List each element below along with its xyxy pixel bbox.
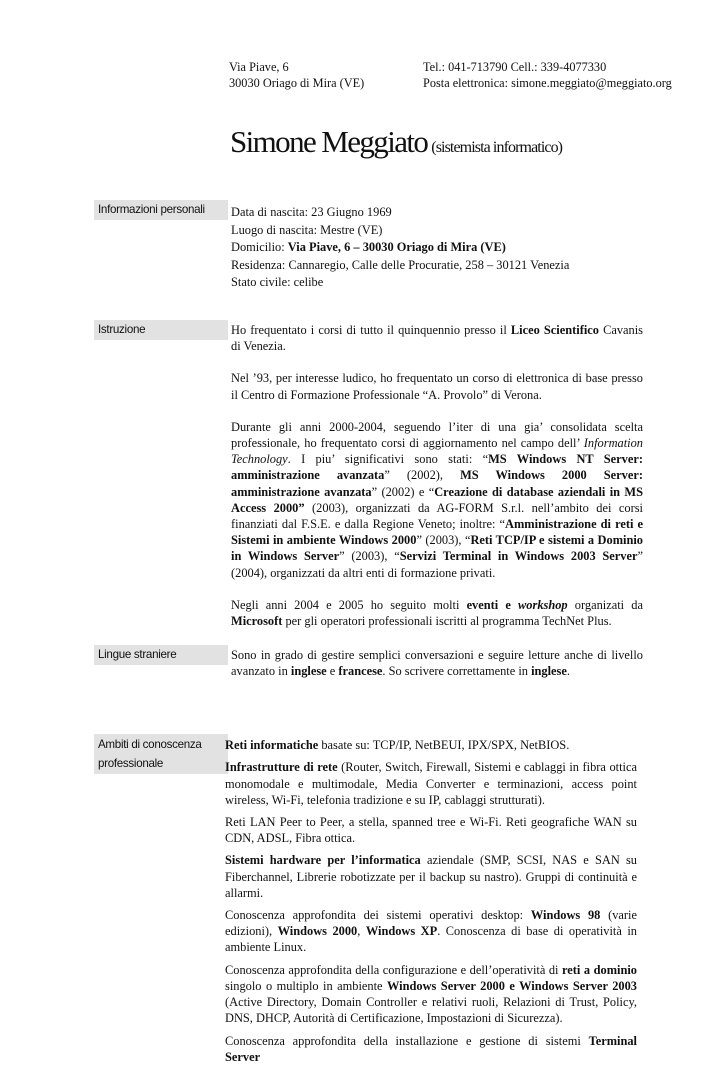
text-run: ” (2004), organizzati da altri enti di formazione privati. [231, 549, 643, 580]
section-education [94, 320, 644, 645]
bold-text: Servizi Terminal in Windows 2003 Server [399, 549, 638, 564]
text-run: Luogo di nascita: Mestre (VE) [231, 222, 383, 237]
section-body [231, 200, 643, 292]
text-run: Residenza: Cannaregio, Calle delle Procuratie, 258 – 30121 Venezia [231, 257, 570, 272]
section-body [225, 734, 637, 1071]
paragraph [231, 647, 643, 679]
text-run: . So scrivere correttamente in [382, 664, 532, 679]
text-run: basate su: TCP/IP, NetBEUI, IPX/SPX, NetBIOS. [318, 738, 570, 753]
paragraph [231, 597, 643, 629]
text-run: ” (2003), “ [339, 549, 400, 564]
text-run: ” (2003), “ [416, 533, 471, 548]
bold-text: inglese [531, 664, 567, 679]
cv-content [94, 200, 644, 1071]
text-run: Conoscenza approfondita della configurazione e dell’operatività di [225, 962, 563, 977]
address-block [229, 59, 364, 91]
text-run: Conoscenza approfondita dei sistemi operativi desktop: [225, 908, 531, 923]
text-run: (varie edizioni), [225, 908, 637, 939]
bold-text: MS Windows 2000 Server: amministrazione avanzata [231, 468, 643, 499]
bold-text: francese [338, 664, 383, 679]
bold-text: eventi e [466, 597, 519, 612]
text-run: . [566, 664, 570, 679]
page-title [230, 124, 562, 160]
text-run: per gli operatori professionali iscritti al programma TechNet Plus. [282, 614, 612, 629]
text-run: aziendale (SMP, SCSI, NAS e SAN su Fiberchannel, Librerie robotizzate per il backup su nastro). Gruppi di continuità e allarmi. [225, 853, 638, 900]
bold-text: Sistemi hardware per l’informatica [225, 853, 421, 868]
text-run: . Conoscenza di base di operatività in ambiente Linux. [225, 924, 637, 955]
bold-text: Infrastrutture di rete [225, 760, 338, 775]
paragraph [231, 257, 643, 275]
text-run: Domicilio: [231, 240, 288, 255]
paragraph [231, 322, 643, 354]
text-run: Conoscenza approfondita della installazione e gestione di sistemi [225, 1033, 589, 1048]
bold-text: Windows Server 2000 e Windows Server 2003 [387, 978, 637, 993]
paragraph [231, 204, 643, 222]
section-professional-skills [94, 734, 644, 1071]
text-run: Ho frequentato i corsi di tutto il quinquennio presso il [231, 323, 511, 337]
paragraph [231, 274, 643, 292]
bold-text: Amministrazione di reti e Sistemi in ambiente Windows 2000 [231, 517, 643, 548]
bold-text: Via Piave, 6 – 30030 Oriago di Mira (VE) [287, 240, 506, 255]
paragraph [225, 907, 637, 956]
text-run: Stato civile: celibe [231, 275, 324, 290]
paragraph [231, 370, 643, 402]
paragraph [231, 419, 643, 581]
phone-line: Tel.: 041-713790 Cell.: 339-4077330 [423, 60, 607, 74]
text-run: , [357, 924, 366, 939]
text-run: (Active Directory, Domain Controller e relativi ruoli, Relazioni di Trust, Policy, DNS, DHCP, Autorità di Certificazione, Impostazioni di Sicurezza). [225, 995, 637, 1026]
bold-text: Microsoft [231, 614, 283, 629]
person-name: Simone Meggiato [230, 124, 428, 159]
bold-text: Liceo Scientifico [510, 323, 599, 337]
address-line-2: 30030 Oriago di Mira (VE) [229, 76, 365, 90]
text-run: Data di nascita: 23 Giugno 1969 [231, 205, 392, 219]
paragraph [231, 239, 643, 257]
text-run: . I piu’ significativi sono stati: “ [287, 452, 489, 467]
section-languages [94, 645, 644, 734]
text-run: Reti LAN Peer to Peer, a stella, spanned tree e Wi-Fi. Reti geografiche WAN su CDN, ADSL, Fibra ottica. [225, 815, 637, 846]
section-label: Lingue straniere [94, 645, 228, 665]
section-personal-info [94, 200, 644, 320]
text-run: ” (2002) e “ [371, 484, 435, 499]
section-body [231, 320, 643, 645]
text-run: (2003), organizzati da AG-FORM S.r.l. nell’ambito dei corsi finanziati dal F.S.E. e dalla Regione Veneto; inoltre: “ [231, 500, 643, 532]
bold-text: reti a dominio [562, 962, 637, 977]
bold-text: Reti informatiche [225, 738, 319, 753]
paragraph [225, 737, 637, 753]
bold-text: inglese [290, 664, 327, 679]
paragraph [225, 962, 637, 1027]
bold-text: MS Windows NT Server: amministrazione avanzata [231, 452, 643, 483]
text-run: Nel ’93, per interesse ludico, ho frequentato un corso di elettronica di base presso il Centro di Formazione Professionale “A. Provolo” di Verona. [231, 371, 643, 402]
text-run: Sono in grado di gestire semplici conversazioni e seguire letture anche di livello avanzato in [231, 648, 643, 679]
bold-text: Terminal Server [225, 1033, 637, 1064]
text-run: organizati da [567, 597, 643, 612]
bold-text: Creazione di database aziendali in MS Access 2000” [231, 484, 643, 515]
text-run: e [326, 664, 339, 679]
address-line-1: Via Piave, 6 [229, 60, 289, 74]
text-run: Cavanis di Venezia. [231, 323, 643, 354]
bold-text: Windows 98 [530, 908, 601, 923]
bold-text: Reti TCP/IP e sistemi a Dominio in Windows Server [231, 533, 643, 564]
job-title: (sistemista informatico) [431, 139, 563, 156]
section-body [231, 645, 643, 695]
contact-block [423, 59, 672, 91]
text-run: Negli anni 2004 e 2005 ho seguito molti [231, 597, 467, 612]
section-label: Ambiti di conoscenza professionale [94, 734, 228, 774]
paragraph [225, 852, 637, 901]
paragraph [225, 1033, 637, 1065]
paragraph [225, 814, 637, 846]
text-run: Durante gli anni 2000-2004, seguendo l’iter di una gia’ consolidata scelta professionale, ho frequentato corsi di aggiornamento nel campo dell’ [231, 419, 643, 451]
email-line: Posta elettronica: simone.meggiato@meggiato.org [423, 76, 672, 90]
section-label: Informazioni personali [94, 200, 228, 220]
section-label: Istruzione [94, 320, 228, 340]
bold-text: Windows 2000 [277, 924, 358, 939]
bold-text: workshop [518, 597, 568, 612]
paragraph [231, 222, 643, 240]
text-run: (Router, Switch, Firewall, Sistemi e cablaggi in fibra ottica monomodale e multimodale, Media Converter e terminazioni, access point wireless, Wi-Fi, telefonia tradizione e su IP, cablaggi strutturati). [225, 760, 637, 807]
paragraph [225, 759, 637, 808]
text-run: singolo o multiplo in ambiente [225, 978, 387, 993]
italic-text: Information Technology [231, 436, 643, 467]
text-run: ” (2002), [384, 468, 461, 483]
bold-text: Windows XP [365, 924, 438, 939]
